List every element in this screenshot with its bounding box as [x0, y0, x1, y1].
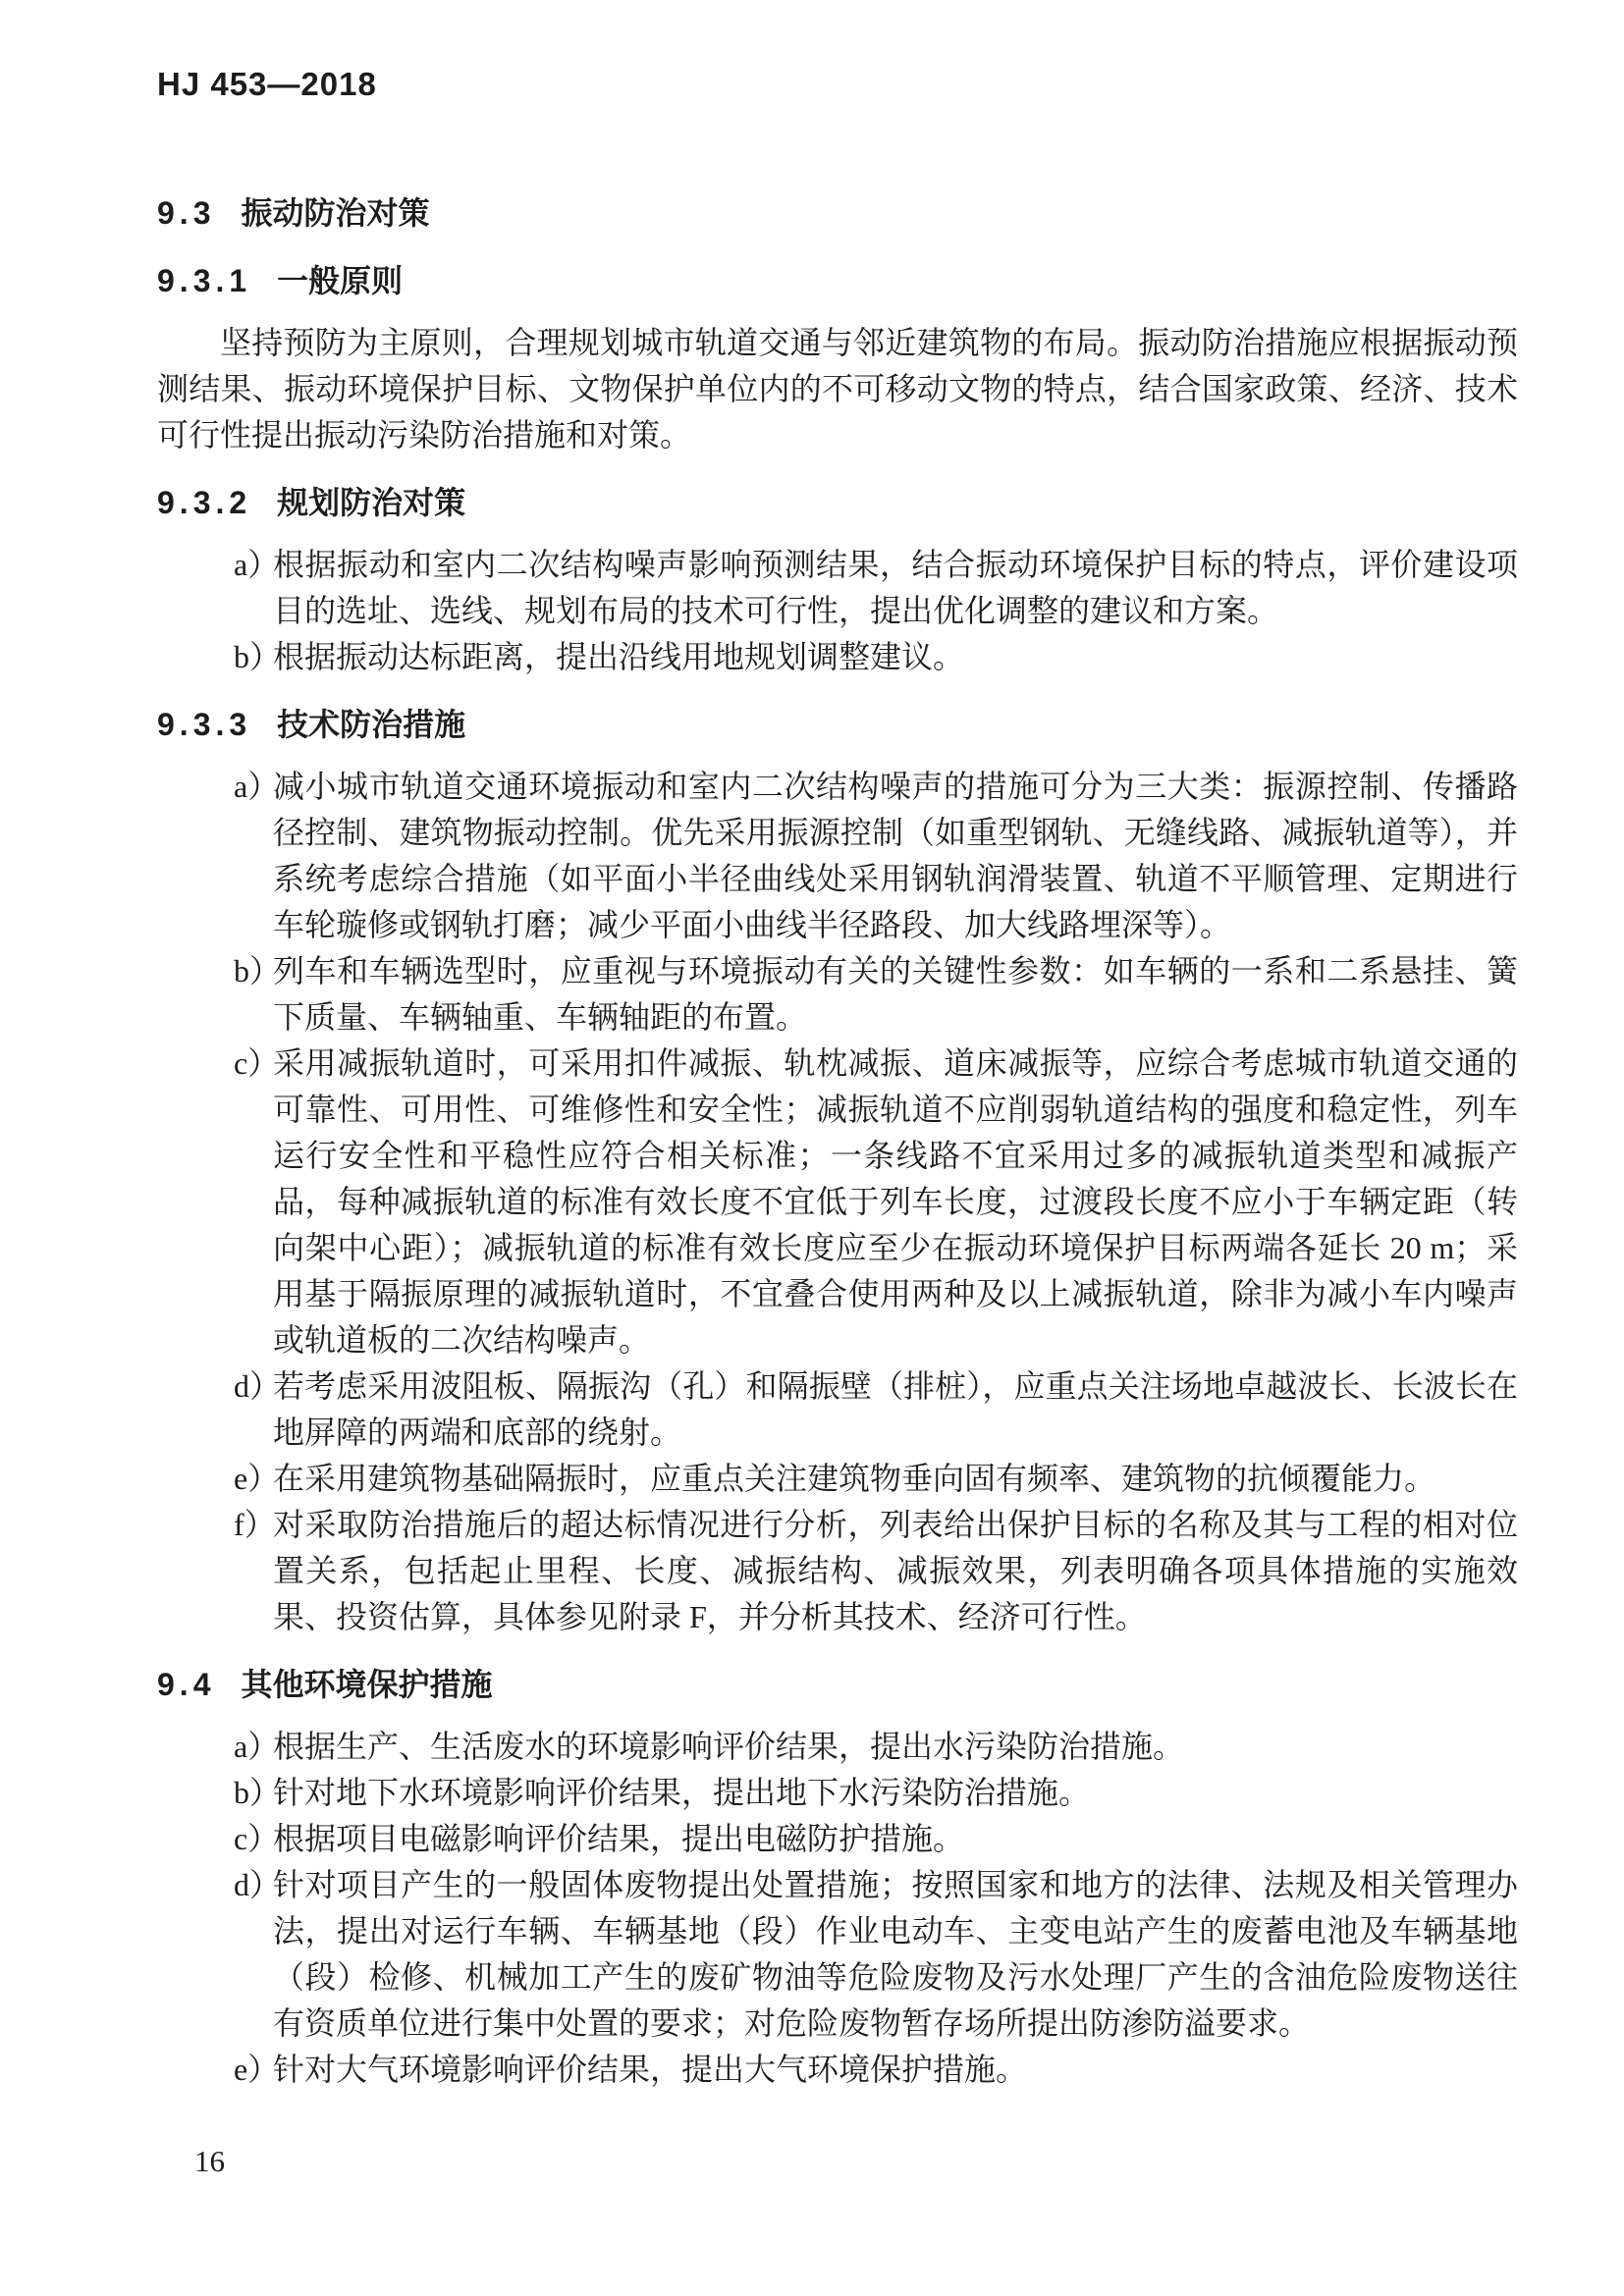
lettered-list-9-3-2 — [234, 542, 1518, 680]
list-item-text: 根据项目电磁影响评价结果，提出电磁防护措施。 — [273, 1821, 965, 1856]
list-item — [234, 2047, 1518, 2093]
section-number: 9.3.2 — [157, 485, 252, 520]
list-item-text: 根据生产、生活废水的环境影响评价结果，提出水污染防治措施。 — [273, 1729, 1185, 1764]
list-item-text: 列车和车辆选型时，应重视与环境振动有关的关键性参数：如车辆的一系和二系悬挂、簧下质量、车辆轴重、车辆轴距的布置。 — [273, 953, 1518, 1035]
list-item-text: 减小城市轨道交通环境振动和室内二次结构噪声的措施可分为三大类：振源控制、传播路径控制、建筑物振动控制。优先采用振源控制（如重型钢轨、无缝线路、减振轨道等），并系统考虑综合措施（如平面小半径曲线处采用钢轨润滑装置、轨道不平顺管理、定期进行车轮璇修或钢轨打磨；减少平面小曲线半径路段、加大线路埋深等）。 — [273, 769, 1518, 942]
list-item — [234, 764, 1518, 948]
list-item-marker: d） — [234, 1368, 282, 1404]
list-item-marker: a） — [234, 1729, 280, 1764]
section-heading-9-3 — [157, 190, 1518, 237]
list-item-marker: a） — [234, 547, 280, 582]
list-item-marker: d） — [234, 1867, 282, 1902]
document-code-header: HJ 453—2018 — [157, 66, 377, 102]
section-title: 一般原则 — [277, 263, 404, 298]
list-item-text: 若考虑采用波阻板、隔振沟（孔）和隔振壁（排桩），应重点关注场地卓越波长、长波长在地屏障的两端和底部的绕射。 — [273, 1368, 1518, 1450]
section-number: 9.3.3 — [157, 707, 252, 742]
body-paragraph: 坚持预防为主原则，合理规划城市轨道交通与邻近建筑物的布局。振动防治措施应根据振动预测结果、振动环境保护目标、文物保护单位内的不可移动文物的特点，结合国家政策、经济、技术可行性提出振动污染防治措施和对策。 — [157, 325, 1518, 453]
section-heading-9-3-2 — [157, 480, 1518, 526]
lettered-list-9-4 — [234, 1724, 1518, 2093]
list-item-marker: c） — [234, 1821, 280, 1856]
list-item-text: 根据振动和室内二次结构噪声影响预测结果，结合振动环境保护目标的特点，评价建设项目的选址、选线、规划布局的技术可行性，提出优化调整的建议和方案。 — [273, 547, 1518, 628]
section-title: 振动防治对策 — [241, 195, 430, 231]
list-item — [234, 1816, 1518, 1862]
list-item-marker: c） — [234, 1045, 280, 1081]
list-item-marker: f） — [234, 1507, 276, 1542]
list-item-text: 针对项目产生的一般固体废物提出处置措施；按照国家和地方的法律、法规及相关管理办法，提出对运行车辆、车辆基地（段）作业电动车、主变电站产生的废蓄电池及车辆基地（段）检修、机械加工产生的废矿物油等危险废物及污水处理厂产生的含油危险废物送往有资质单位进行集中处置的要求；对危险废物暂存场所提出防渗防溢要求。 — [273, 1867, 1518, 2041]
list-item — [234, 948, 1518, 1041]
list-item — [234, 1724, 1518, 1770]
list-item-marker: e） — [234, 1461, 280, 1496]
lettered-list-9-3-3 — [234, 764, 1518, 1640]
list-item — [234, 1862, 1518, 2047]
list-item — [234, 1456, 1518, 1502]
section-title: 其他环境保护措施 — [241, 1667, 493, 1702]
list-item-text: 采用减振轨道时，可采用扣件减振、轨枕减振、道床减振等，应综合考虑城市轨道交通的可靠性、可用性、可维修性和安全性；减振轨道不应削弱轨道结构的强度和稳定性，列车运行安全性和平稳性应符合相关标准；一条线路不宜采用过多的减振轨道类型和减振产品，每种减振轨道的标准有效长度不宜低于列车长度，过渡段长度不应小于车辆定距（转向架中心距）；减振轨道的标准有效长度应至少在振动环境保护目标两端各延长 20 m；采用基于隔振原理的减振轨道时，不宜叠合使用两种及以上减振轨道，除非为减小车内噪声或轨道板的二次结构噪声。 — [273, 1045, 1518, 1358]
section-heading-9-3-3 — [157, 702, 1518, 748]
list-item — [234, 542, 1518, 634]
section-heading-9-4 — [157, 1662, 1518, 1708]
list-item — [234, 1502, 1518, 1640]
list-item-marker: b） — [234, 953, 282, 988]
list-item-marker: b） — [234, 639, 282, 674]
page-number: 16 — [194, 2144, 225, 2178]
list-item-text: 针对大气环境影响评价结果，提出大气环境保护措施。 — [273, 2052, 1028, 2087]
section-title: 规划防治对策 — [277, 485, 466, 520]
list-item — [234, 1041, 1518, 1363]
section-heading-9-3-1 — [157, 258, 1518, 304]
list-item-text: 针对地下水环境影响评价结果，提出地下水污染防治措施。 — [273, 1775, 1091, 1810]
list-item-text: 根据振动达标距离，提出沿线用地规划调整建议。 — [273, 639, 965, 674]
section-title: 技术防治措施 — [277, 707, 466, 742]
section-number: 9.3 — [157, 195, 216, 231]
list-item-marker: b） — [234, 1775, 282, 1810]
section-number: 9.3.1 — [157, 263, 252, 298]
list-item-marker: a） — [234, 769, 280, 804]
section-number: 9.4 — [157, 1667, 216, 1702]
list-item-text: 在采用建筑物基础隔振时，应重点关注建筑物垂向固有频率、建筑物的抗倾覆能力。 — [273, 1461, 1436, 1496]
list-item — [234, 1770, 1518, 1816]
list-item — [234, 1363, 1518, 1456]
list-item-marker: e） — [234, 2052, 280, 2087]
list-item — [234, 634, 1518, 680]
list-item-text: 对采取防治措施后的超达标情况进行分析，列表给出保护目标的名称及其与工程的相对位置关系，包括起止里程、长度、减振结构、减振效果，列表明确各项具体措施的实施效果、投资估算，具体参见附录 F，并分析其技术、经济可行性。 — [273, 1507, 1518, 1634]
